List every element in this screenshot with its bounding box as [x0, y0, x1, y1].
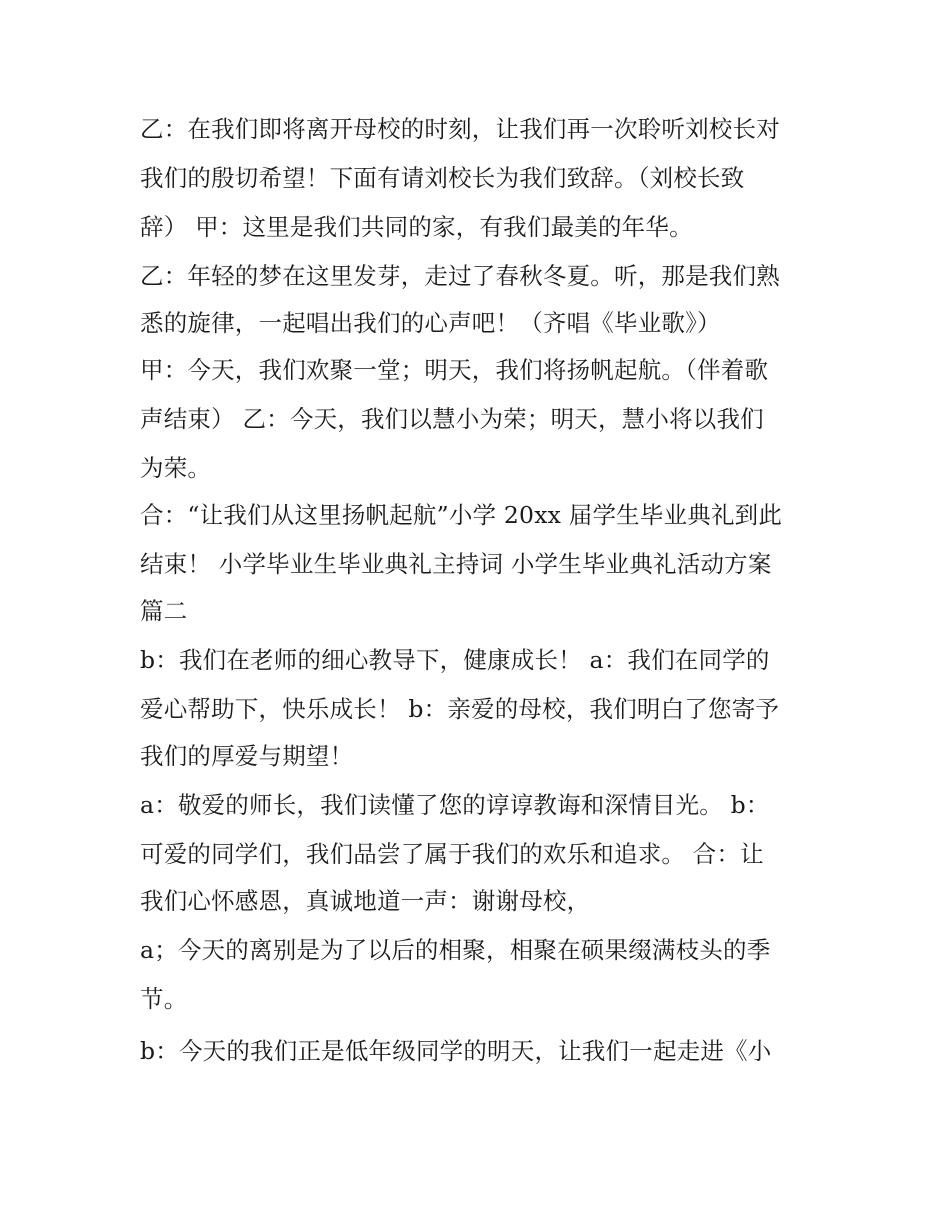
- text-line-6: 甲：今天，我们欢聚一堂；明天，我们将扬帆起航。（伴着歌: [140, 356, 769, 384]
- text-line-3: 辞） 甲：这里是我们共同的家，有我们最美的年华。: [140, 213, 693, 241]
- text-line-16: 可爱的同学们，我们品尝了属于我们的欢乐和追求。 合：让: [140, 840, 764, 868]
- text-line-8: 为荣。: [140, 454, 212, 482]
- text-line-7: 声结束） 乙：今天，我们以慧小为荣；明天，慧小将以我们: [140, 405, 764, 433]
- text-line-12: b：我们在老师的细心教导下，健康成长！ a：我们在同学的: [140, 646, 770, 674]
- text-line-18: a；今天的离别是为了以后的相聚，相聚在硕果缀满枝头的季: [140, 936, 771, 964]
- document-body: [140, 110, 820, 1071]
- text-line-4: 乙：年轻的梦在这里发芽，走过了春秋冬夏。听，那是我们熟: [140, 262, 780, 290]
- text-line-13: 爱心帮助下，快乐成长！ b：亲爱的母校，我们明白了您寄予: [140, 695, 780, 723]
- text-line-1: 乙：在我们即将离开母校的时刻，让我们再一次聆听刘校长对: [140, 115, 780, 143]
- text-line-5: 悉的旋律，一起唱出我们的心声吧！（齐唱《毕业歌》）: [140, 309, 721, 337]
- text-line-9: 合：“让我们从这里扬帆起航”小学 20xx 届学生毕业典礼到此: [140, 501, 783, 529]
- text-line-19: 节。: [140, 985, 188, 1013]
- text-line-14: 我们的厚爱与期望！: [140, 742, 354, 770]
- text-line-15: a：敬爱的师长，我们读懂了您的谆谆教诲和深情目光。 b：: [140, 791, 770, 819]
- text-line-17: 我们心怀感恩，真诚地道一声：谢谢母校，: [140, 887, 591, 915]
- text-line-11: 篇二: [140, 597, 188, 625]
- text-line-20: b：今天的我们正是低年级同学的明天，让我们一起走进《小: [140, 1037, 772, 1065]
- text-line-10: 结束！ 小学毕业生毕业典礼主持词 小学生毕业典礼活动方案: [140, 550, 772, 578]
- text-line-2: 我们的殷切希望！下面有请刘校长为我们致辞。（刘校长致: [140, 164, 745, 192]
